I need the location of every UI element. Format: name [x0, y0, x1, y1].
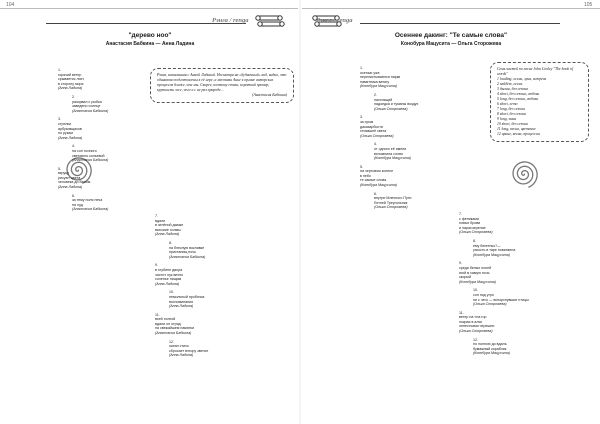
verse-line: вдали он отряд — [155, 321, 181, 326]
verse-line: осенью уже — [360, 70, 380, 75]
verse-line: всей толпой — [155, 317, 176, 322]
left-page — [0, 0, 298, 424]
verse-line: вдали — [155, 218, 166, 223]
verse-line: на сон ночного — [72, 148, 97, 153]
stanza — [155, 241, 265, 259]
stanza-number: 3. — [360, 115, 363, 120]
stanza-number: 4. — [374, 142, 377, 147]
verse-line: в сторону моря — [58, 81, 84, 86]
verse-line: в глубине двора — [155, 267, 183, 272]
verse-line: соленье нищим — [155, 277, 182, 282]
verse-line: лепестками черешни — [459, 324, 495, 329]
verse-line: вкруцу — [58, 171, 70, 176]
stanza — [360, 142, 470, 160]
stanza-attribution: (Конобура Мацусита) — [473, 351, 510, 356]
verse-line: настоящий — [374, 97, 393, 102]
stanza-attribution: (Ольга Сторожева) — [459, 329, 493, 334]
stanza-attribution: (Анастасия Бабкина) — [169, 254, 206, 259]
note-box — [490, 62, 589, 142]
verse-line: заведено солнце — [72, 104, 101, 109]
verse-line: пристанищ ночь — [169, 250, 196, 255]
poem-authors: Анастасия Бабкина — Анна Ладина — [105, 41, 195, 47]
stanza — [360, 165, 470, 188]
verse-line: ягой в самую ночь — [459, 270, 490, 275]
stanza — [360, 192, 470, 210]
stanza-number: 6. — [72, 193, 75, 198]
verse-line: по полною до вдаль — [473, 342, 507, 347]
stanza-attribution: (Анастасия Бабкина) — [72, 108, 109, 113]
verse-line: немолчный пробэнса — [169, 294, 205, 299]
verse-line: от одного её имени — [374, 146, 407, 151]
verse-line: Летней Треугольник — [374, 200, 408, 205]
stanza — [155, 290, 265, 308]
verse-line: перелистываются парки — [360, 75, 401, 80]
stanza-attribution: (Конобура Мацусита) — [473, 252, 510, 257]
verse-line: памятника ватагу — [360, 79, 390, 84]
gutter — [299, 0, 301, 424]
stanza-number: 1. — [58, 68, 61, 72]
stanza-attribution: (Анна Ладина) — [155, 281, 180, 286]
stanza-number: 9. — [459, 261, 462, 266]
stanza-number: 10. — [169, 290, 174, 295]
verse-line: арбузовщиков — [58, 126, 82, 131]
verse-line: за тему поля неча — [72, 198, 103, 203]
note-list-item: 2 зайдёт, осень — [497, 82, 523, 86]
page-number: 105 — [584, 2, 593, 8]
verse-line: среди белых полей — [459, 265, 492, 270]
verse-line: рисуют цвета — [58, 175, 81, 180]
stanza-number: 10. — [473, 288, 478, 293]
poem-authors: Конобура Мацусита — Ольга Сторожева — [400, 41, 502, 47]
stanza-number: 5. — [58, 166, 61, 171]
stanza-attribution: (Анна Ладина) — [58, 135, 83, 140]
stanza-attribution: (Ольга Сторожева) — [360, 133, 394, 138]
note-text: Семь частей по песне John Cooley "The book of words" — [497, 67, 573, 76]
stanza — [155, 313, 265, 336]
running-head: Рэнга / renga — [212, 17, 249, 24]
stanza-attribution: (Ольга Сторожева) — [459, 230, 493, 235]
spiral-ornament-icon — [508, 158, 540, 190]
stanza-attribution: (Конобура Мацусита) — [459, 279, 496, 284]
top-rule — [0, 8, 298, 9]
stanza — [360, 66, 470, 89]
stanza — [58, 95, 153, 113]
verse-line: ни с чего — вспорхнувшие птицы — [473, 297, 529, 302]
note-box — [150, 68, 294, 103]
verse-column-left — [360, 66, 470, 214]
note-list-item: 6 short, лето — [497, 102, 518, 106]
stanza — [459, 288, 574, 306]
verse-column-right — [155, 214, 265, 362]
note-list-item: 4 short, без сезона, любовь — [497, 92, 540, 96]
stanza — [58, 167, 153, 190]
verse-line: на чертовом колесе — [360, 169, 394, 174]
stanza-number: 3. — [58, 117, 61, 122]
note-list-item: 5 long, без сезона, любовь — [497, 97, 539, 101]
stanza-number: 2. — [72, 94, 75, 99]
note-text: Рэнга, написанная с Анной Ладиной. Несмотря на «будничный» вид, видно, что одинаково подготовлены к её игре, а местами Анне в органе авторских процессов ближе, чем мы. Скорее, поэтому стихи, короткий промер, крупность эссе, чего и с не раз природе... — [157, 73, 287, 92]
stanza-attribution: (Конобура Мацусита) — [360, 183, 397, 188]
stanza-number: 5. — [360, 164, 363, 169]
stanza-attribution: (Ольга Сторожева) — [374, 205, 408, 210]
verse-line: внутри Млечного Пути — [374, 196, 412, 201]
stanza-attribution: (Конобура Мацусита) — [374, 156, 411, 161]
scroll-ornament-icon — [255, 14, 285, 32]
note-list-item: 10 short, без сезона — [497, 122, 528, 126]
verse-line: вспомнила слово — [374, 151, 403, 156]
stanza-attribution: (Ольга Сторожева) — [374, 106, 408, 111]
stanza — [459, 261, 574, 284]
page-number: 104 — [6, 2, 15, 8]
stanza-attribution: (Конобура Мацусита) — [360, 84, 397, 89]
verse-line: за ором — [360, 119, 374, 124]
verse-line: ветер на «на гор — [459, 315, 487, 320]
stanza-number: 11. — [459, 310, 464, 315]
verse-line: бумажный кораблик — [473, 346, 507, 351]
stanza-attribution: (Ольга Сторожева) — [473, 302, 507, 307]
note-list-item: 8 short, без сезона — [497, 112, 526, 116]
verse-line: узкость в таре новинкена — [473, 248, 516, 253]
verse-line: ему бенгенко?— — [473, 243, 501, 248]
stanza-number: 9. — [155, 263, 158, 268]
stanza-attribution: (Анна Ладина) — [169, 353, 194, 358]
verse-line: по рукам — [58, 131, 73, 136]
verse-line: сбросает вчтору звенят — [169, 348, 209, 353]
stanza-number: 6. — [374, 191, 377, 196]
verse-line: надоедка и туманы воздух — [374, 102, 419, 107]
stanza — [459, 311, 574, 334]
stanza-number: 12. — [473, 337, 478, 342]
verse-line: разорвал с рыбка — [72, 99, 102, 104]
verse-line: покрая в алях — [459, 319, 483, 324]
poem-title: Осеннее дакинг: "Те самые слова" — [394, 32, 508, 39]
stanza — [155, 340, 265, 358]
stanza-attribution: (Анна Ладина) — [58, 86, 83, 91]
stanza-number: 1. — [360, 66, 363, 70]
note-list-item: 1 loading, осень, луна, встреча — [497, 77, 547, 81]
stanza — [459, 239, 574, 257]
stanza-attribution: (Анна Ладина) — [169, 304, 194, 309]
stanza-attribution: (Анастасия Бабкина) — [155, 331, 192, 336]
verse-line: воспоминания — [169, 299, 194, 304]
stanza-number: 2. — [374, 92, 377, 97]
verse-line: новых брови — [459, 221, 481, 226]
header-rule — [360, 23, 560, 24]
verse-line: на свежайшем памятки — [155, 326, 194, 331]
stanza — [459, 338, 574, 356]
verse-line: на блеклую воклавке — [169, 245, 205, 250]
stanza-attribution: (Анна Ладина) — [155, 232, 180, 237]
stanza — [58, 117, 153, 140]
stanza — [360, 93, 470, 111]
verse-line: и нарасчерение — [459, 225, 486, 230]
verse-line: высокие холмы — [155, 227, 181, 232]
verse-line: даказарбости — [360, 124, 383, 129]
verse-line: светового копьевой — [72, 153, 105, 158]
verse-line: океан стихо — [169, 344, 189, 349]
verse-line: человека до Веном — [58, 180, 91, 185]
verse-line: срывается лист — [58, 77, 85, 82]
running-head: Рэнга / renga — [316, 17, 353, 24]
verse-line: те самые слова — [360, 178, 387, 183]
stanza-attribution: (Анастасия Бабкина) — [72, 207, 109, 212]
stanza-number: 8. — [473, 238, 476, 243]
verse-column-left — [58, 68, 153, 216]
stanza-attribution: (Анастасия Бабкина) — [72, 158, 109, 163]
stanza-number: 7. — [459, 212, 462, 216]
stanza — [58, 68, 153, 91]
verse-line: с фениками — [459, 216, 479, 221]
top-rule — [302, 8, 600, 9]
stanza — [155, 214, 265, 237]
verse-line: сон под угро — [473, 292, 494, 297]
verse-line: скорый — [459, 275, 471, 280]
verse-line: стоявшеё света — [360, 129, 387, 134]
stanza — [459, 212, 574, 235]
poem-title: "дерево ноо" — [128, 32, 172, 39]
verse-line: в небо — [360, 173, 371, 178]
note-list — [497, 77, 582, 137]
verse-line: в зелёной дымке — [155, 223, 184, 228]
note-list-item: 9 long, зима — [497, 117, 517, 121]
note-signature: (Анастасия Бабкина) — [252, 93, 287, 97]
verse-line: горячий ветер — [58, 72, 82, 77]
note-list-item: 11 long, весна, цветение — [497, 127, 536, 131]
stanza-number: 4. — [72, 144, 75, 149]
stanza-number: 11. — [155, 312, 160, 317]
stanza-number: 12. — [169, 339, 174, 344]
note-list-item: 12 аранг, весна, процессия — [497, 132, 540, 136]
right-page — [302, 0, 600, 424]
stanza — [58, 144, 153, 162]
note-list-item: 7 long, без сезона — [497, 107, 525, 111]
stanza — [155, 263, 265, 286]
stanza — [360, 115, 470, 138]
verse-line: на луд — [72, 202, 83, 207]
note-list-item: 3 дыхан, без сезона — [497, 87, 529, 91]
verse-line: чистит лук вечно — [155, 272, 184, 277]
verse-line: стрелки — [58, 121, 71, 126]
verse-column-right — [459, 212, 574, 360]
stanza — [58, 194, 153, 212]
stanza-number: 8. — [169, 240, 172, 245]
stanza-number: 7. — [155, 214, 158, 218]
stanza-attribution: (Анна Ладина) — [58, 185, 83, 190]
